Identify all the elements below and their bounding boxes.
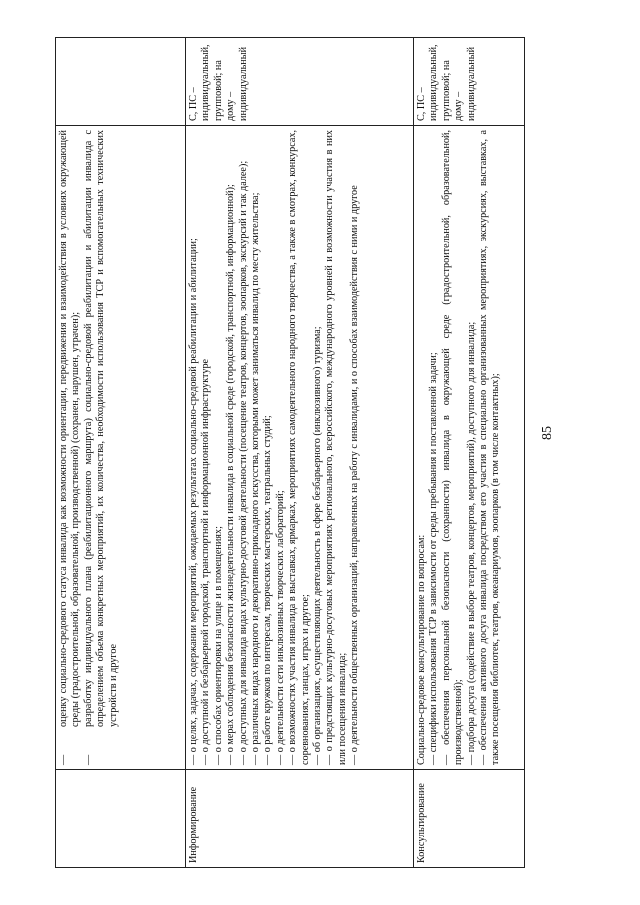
list-item <box>83 130 120 765</box>
list-item: Социально-средовое консультирование по вопросам: <box>416 534 427 765</box>
list-item <box>58 130 83 765</box>
services-table <box>55 37 525 868</box>
list-item: — о способах ориентировки на улице и в помещениях; <box>212 526 224 765</box>
list-item: — о целях, задачах, содержании мероприятий, ожидаемых результатах социально-средовой реабилитации и абилитации; <box>188 238 199 765</box>
dash-marker: — <box>82 754 94 765</box>
list-item: — об организациях, осуществляющих деятельность в сфере безбарьерного (инклюзивного) туризма; <box>312 326 324 765</box>
list-item-text: разработку индивидуального плана (реабилитационного маршрута) социально-средовой реабилитации и абилитации инвалида с определением объема конкретных мероприятий, их количества, необходимости использования ТСР и вспомогательных технических устройств и другое <box>82 130 119 727</box>
list-item: — о деятельности сети инклюзивных творческих лабораторий; <box>274 490 286 765</box>
form-cell <box>56 38 186 126</box>
content-cell <box>186 126 414 770</box>
list-item: — о доступной и безбарьерной городской, транспортной и информационной инфраструктуре <box>200 358 212 765</box>
list-item: — о доступных для инвалида видах культурно-досуговой деятельности (посещение театров, концертов, зоопарков, экскурсий и так далее); <box>237 160 249 765</box>
page-number: 85 <box>540 426 555 440</box>
service-cell: Консультирование <box>414 770 525 868</box>
list-item: — о деятельности общественных организаций, направленных на работу с инвалидами, и о способах взаимодействия с ними и другое <box>349 185 361 765</box>
content-cell <box>56 126 186 770</box>
list-item: — о возможностях участия инвалида в выставках, ярмарках, мероприятиях самодеятельного народного творчества, а также в смотрах, конкурсах, соревнованиях, танцах, играх и другое; <box>287 130 311 765</box>
form-cell: С, ПС – индивидуальный, групповой; на дому – индивидуальный <box>186 38 414 126</box>
service-cell <box>56 770 186 868</box>
content-cell <box>414 126 525 770</box>
service-cell: Информирование <box>186 770 414 868</box>
list-item: — о предстоящих культурно-досуговых мероприятиях регионального, всероссийского, международного уровней и возможности участия в них или посещения инвалида; <box>324 130 348 765</box>
list-item: — обеспечения активного досуга инвалида посредством его участия в специально организованных мероприятиях, экскурсиях, выставках, а также посещения библиотек, театров, океанариумов, зоопарков (в том числе контактных); <box>478 130 502 765</box>
table-row <box>56 38 186 868</box>
table-row <box>414 38 525 868</box>
list-item: — специфики использования ТСР в зависимости от среды пребывания и поставленной задачи; <box>428 352 440 765</box>
list-item-text: оценку социально-средового статуса инвалида как возможности ориентации, передвижения и взаимодействия в условиях окружающей среды (градостроительной, образовательной, производственной) (сохранен, нарушен, утрачен); <box>58 130 82 727</box>
rotated-page-content <box>55 38 525 868</box>
list-item: — подбора досуга (содействие в выборе театров, концертов, мероприятий), доступного для инвалида; <box>465 321 477 765</box>
list-item: — о различных видах народного и декоративно-прикладного искусства, которыми может заниматься инвалид по месту жительства; <box>250 192 262 765</box>
form-cell: С, ПС – индивидуальный, групповой; на дому – индивидуальный <box>414 38 525 126</box>
list-item: — о работе кружков по интересам, творческих мастерских, театральных студий; <box>262 415 274 765</box>
table-row <box>186 38 414 868</box>
list-item: — о мерах соблюдения безопасности жизнедеятельности инвалида в социальной среде (городской, транспортной, информационной); <box>225 184 237 765</box>
dash-marker: — <box>58 754 69 765</box>
list-item: — обеспечения персональной безопасности (сохранности) инвалида в окружающей среде (градостроительной, образовательной, производственной); <box>440 130 465 765</box>
